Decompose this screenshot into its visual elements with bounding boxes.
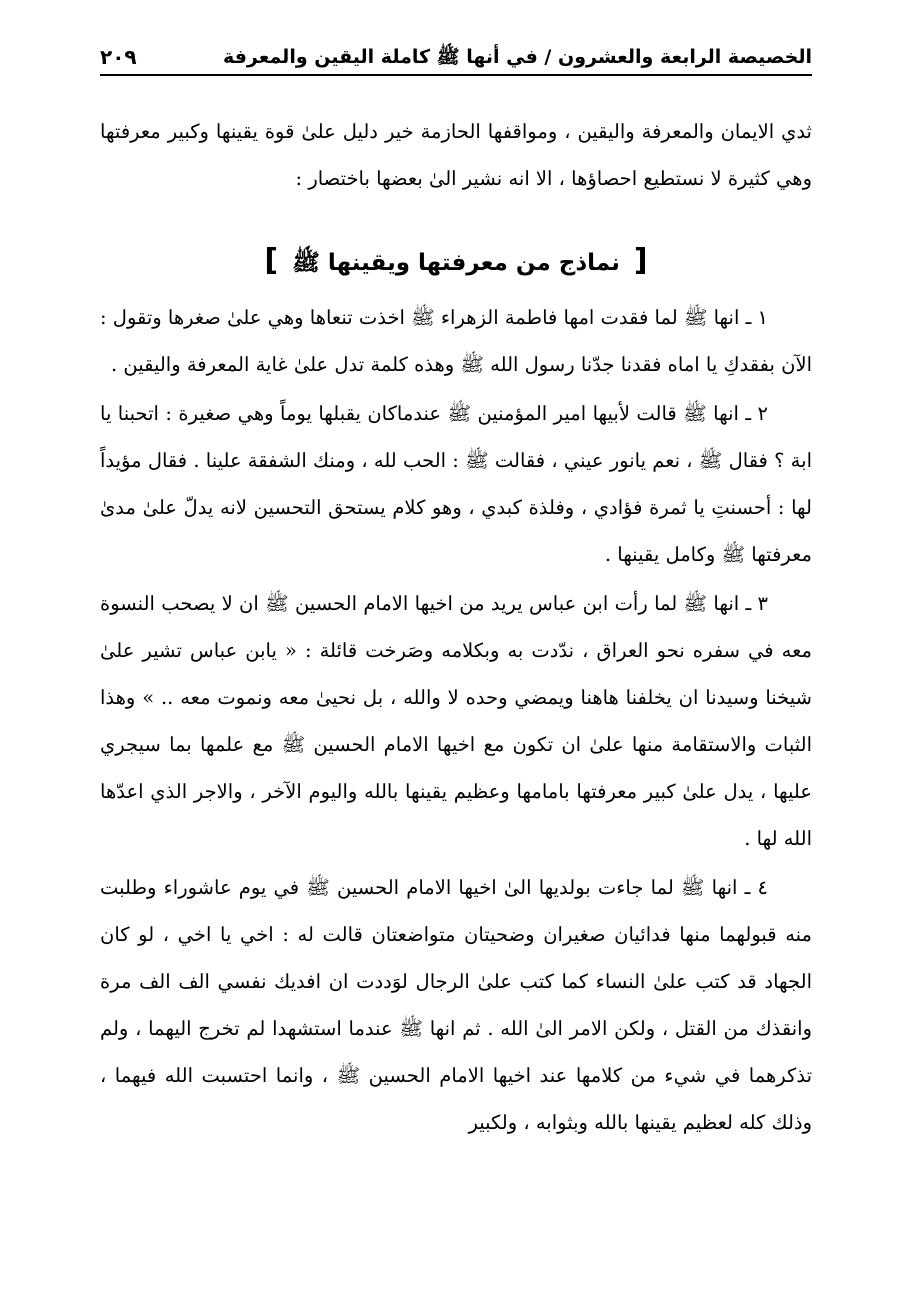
intro-paragraph: ثدي الايمان والمعرفة واليقين ، ومواقفها الحازمة خير دليل علىٰ قوة يقينها وكبير معرفتها وهي كثيرة لا نستطيع احصاؤها ، الا انه نشير الىٰ بعضها باختصار : [100,120,812,190]
header-divider [100,74,812,76]
heading-bracket-open: [ [633,243,648,278]
numbered-list [100,294,812,1148]
page-number: ٢٠٩ [100,45,137,69]
heading-bracket-close: ] [264,243,279,278]
list-item: ٢ ـ انها ﷺ قالت لأبيها امير المؤمنين ﷺ عندماكان يقبلها يوماً وهي صغيرة : اتحبنا يا ابة ؟ فقال ﷺ ، نعم يانور عيني ، فقالت ﷺ : الحب لله ، ومنك الشفقة علينا . فقال مؤيداً لها : أحسنتِ يا ثمرة فؤادي ، وفلذة كبدي ، وهو كلام يستحق التحسين لانه يدلّ علىٰ مدىٰ معرفتها ﷺ وكامل يقينها . [100,402,812,566]
list-item: ٤ ـ انها ﷺ لما جاءت بولديها الىٰ اخيها الامام الحسين ﷺ في يوم عاشوراء وطلبت منه قبولهما منها فدائيان صغيران وضحيتان متواضعتان قالت له : اخي يا اخي ، لو كان الجهاد قد كتب علىٰ النساء كما كتب علىٰ الرجال لوَددت ان افديك نفسي الف الف مرة وانقذك من القتل ، ولكن الامر الىٰ الله . ثم انها ﷺ عندما استشهدا لم تخرج اليهما ، ولم تذكرهما في شيء من كلامها عند اخيها الامام الحسين ﷺ ، وانما احتسبت الله فيهما ، وذلك كله لعظيم يقينها بالله وبثوابه ، ولكبير [100,876,812,1134]
list-item: ١ ـ انها ﷺ لما فقدت امها فاطمة الزهراء ﷺ اخذت تنعاها وهي علىٰ صغرها وتقول : الآن بفقدكِ يا اماه فقدنا جدّنا رسول الله ﷺ وهذه كلمة تدل علىٰ غاية المعرفة واليقين . [100,306,812,376]
section-title: نماذج من معرفتها ويقينها ﷺ [292,250,620,276]
page-header [100,36,812,72]
section-heading [100,238,812,286]
running-title: الخصيصة الرابعة والعشرون / في أنها ﷺ كاملة اليقين والمعرفة [222,46,812,68]
list-item: ٣ ـ انها ﷺ لما رأت ابن عباس يريد من اخيها الامام الحسين ﷺ ان لا يصحب النسوة معه في سفره نحو العراق ، ندّدت به وبكلامه وصَرخت قائلة : « يابن عباس تشير علىٰ شيخنا وسيدنا ان يخلفنا هاهنا ويمضي وحده لا والله ، بل نحيىٰ معه ونموت معه .. » وهذا الثبات والاستقامة منها علىٰ ان تكون مع اخيها الامام الحسين ﷺ مع علمها بما سيجري عليها ، يدل علىٰ كبير معرفتها بامامها وعظيم يقينها بالله واليوم الآخر ، والاجر الذي اعدّها الله لها . [100,592,812,850]
